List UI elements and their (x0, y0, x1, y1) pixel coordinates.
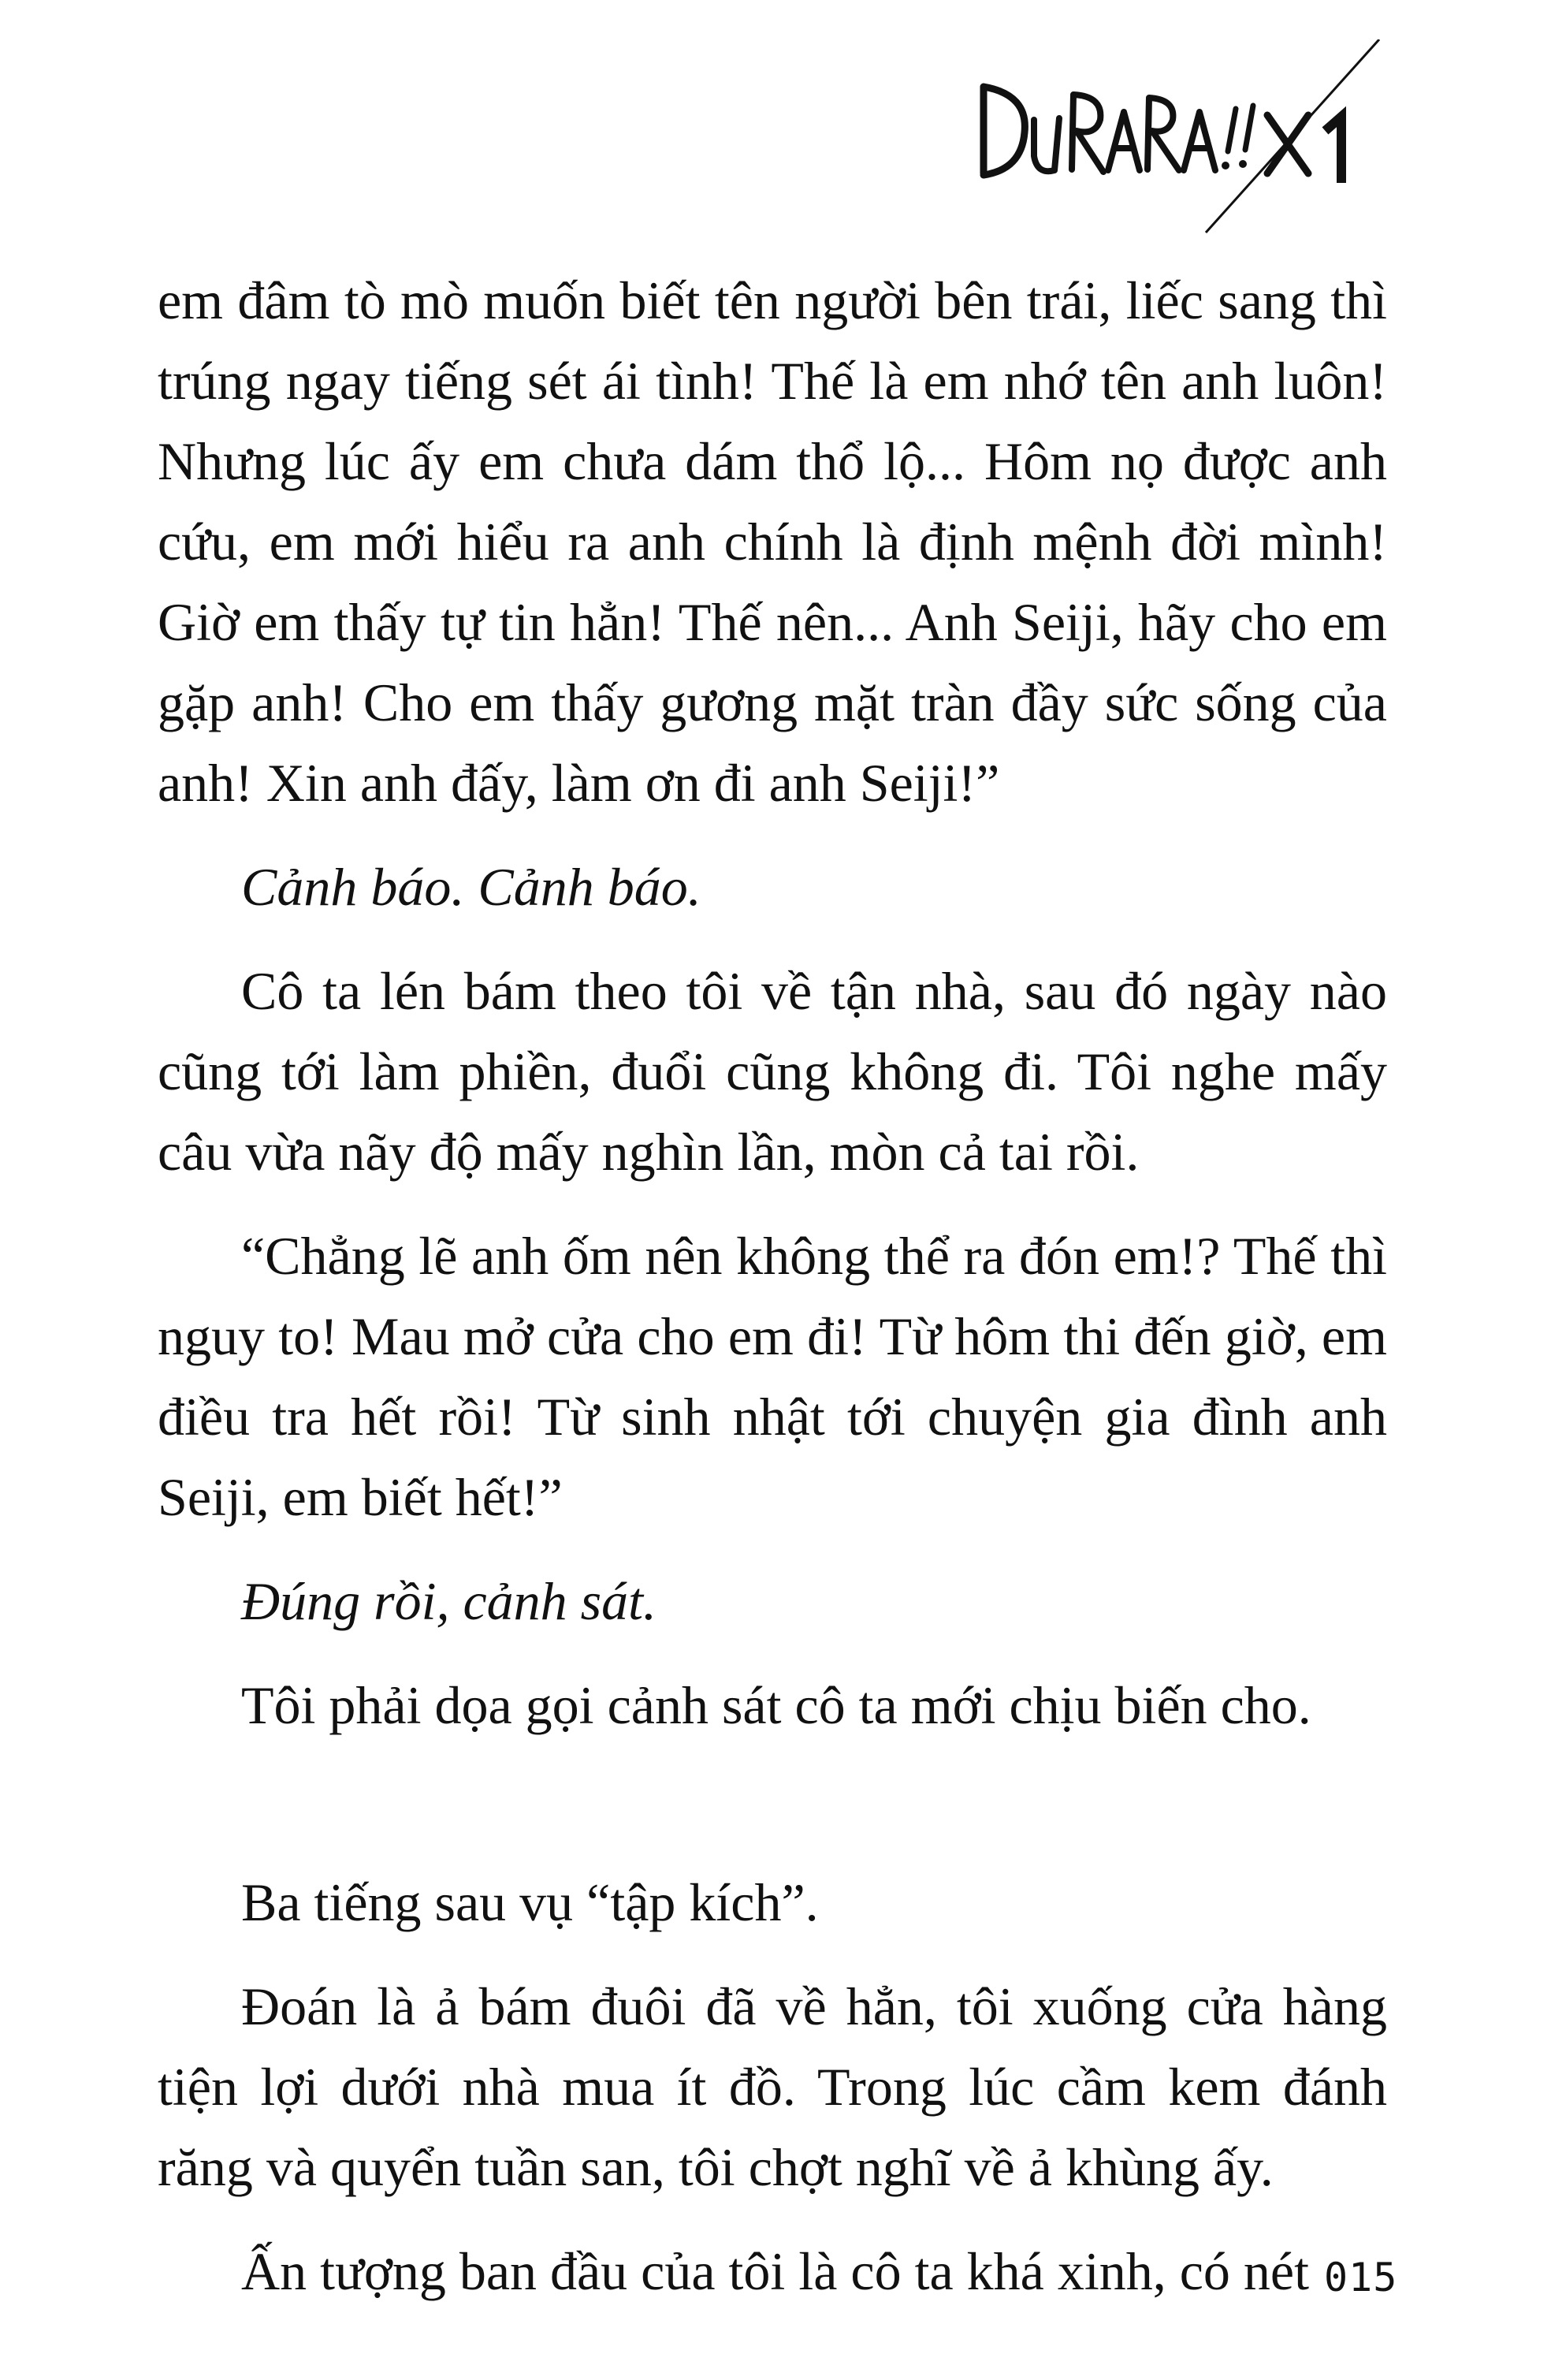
paragraph-6: Tôi phải dọa gọi cảnh sát cô ta mới chịu biến cho. (241, 1675, 1311, 1735)
paragraph-7: Ba tiếng sau vụ “tập kích”. (241, 1872, 819, 1932)
book-page-body (158, 260, 1387, 2335)
paragraph-5: Đúng rồi, cảnh sát. (241, 1571, 656, 1631)
paragraph-3: Cô ta lén bám theo tôi về tận nhà, sau đó ngày nào cũng tới làm phiền, đuổi cũng không đi. Tôi nghe mấy câu vừa nãy độ mấy nghìn lần, mòn cả tai rồi. (158, 961, 1387, 1182)
paragraph-9: Ấn tượng ban đầu của tôi là cô ta khá xinh, có nét (241, 2241, 1309, 2301)
paragraph-4: “Chẳng lẽ anh ốm nên không thể ra đón em!? Thế thì nguy to! Mau mở cửa cho em đi! Từ hôm thi đến giờ, em điều tra hết rồi! Từ sinh nhật tới chuyện gia đình anh Seiji, em biết hết!” (158, 1226, 1387, 1527)
series-logo-graphic (969, 39, 1411, 237)
paragraph-8: Đoán là ả bám đuôi đã về hẳn, tôi xuống cửa hàng tiện lợi dưới nhà mua ít đồ. Trong lúc cầm kem đánh răng và quyển tuần san, tôi chợt nghĩ về ả khùng ấy. (158, 1976, 1387, 2197)
section-break (158, 1769, 1387, 1862)
series-logo (969, 39, 1411, 237)
paragraph-1: em đâm tò mò muốn biết tên người bên trái, liếc sang thì trúng ngay tiếng sét ái tình! Thế là em nhớ tên anh luôn! Nhưng lúc ấy em chưa dám thổ lộ... Hôm nọ được anh cứu, em mới hiểu ra anh chính là định mệnh đời mình! Giờ em thấy tự tin hẳn! Thế nên... Anh Seiji, hãy cho em gặp anh! Cho em thấy gương mặt tràn đầy sức sống của anh! Xin anh đấy, làm ơn đi anh Seiji!” (158, 270, 1387, 813)
page-number: 015 (1324, 2255, 1398, 2300)
paragraph-2: Cảnh báo. Cảnh báo. (241, 857, 701, 917)
